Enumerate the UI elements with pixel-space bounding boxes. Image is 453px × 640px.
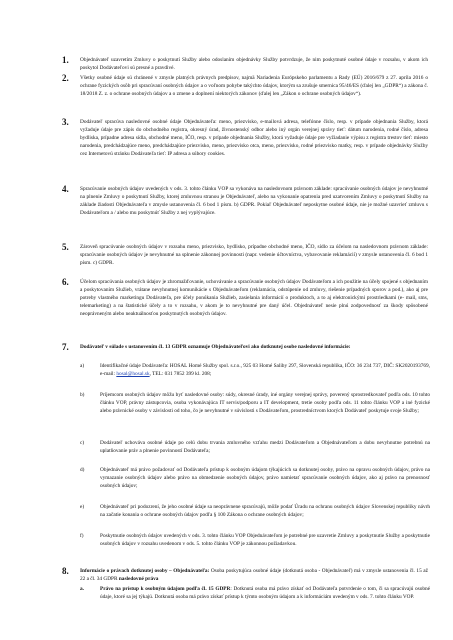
- subitem-text: Dodávateľ uchováva osobné údaje po celú dobu trvania zmluvného vzťahu medzi Dodávateľom a Objednávateľom a dobu nevyhnutne potrebnú na uplatňovanie práv a plnenie povinností Dodávateľa;: [100, 440, 430, 454]
- section-text: Účelom spracúvania osobných údajov je zhromažďovanie, uchovávanie a spracúvanie osobných údajov Dodávateľom a ich použitie na účely spojené s objednaním a poskytovaním Služieb, vrátane nevyhnutnej komunikácie s Objednávateľom (reklamácia, odstúpenie od zmluvy, riešenie prípadných sporov a pod.), ako aj pre potreby vlastného marketingu Dodávateľa, pre účely ponúkania Služieb, zasielania informácií o produktoch, a to aj elektronickými prostriedkami (e- mail, sms, telemarketing) a na štatistické účely a to v rozsahu, v akom je to nevyhnutné pre daný účel. Objednávateľ nesie plnú zodpovednosť za škody spôsobené neoprávneným alebo neaktuálnosťou poskytnutých osobných údajov.: [80, 279, 428, 317]
- section-number: 4.: [62, 184, 69, 194]
- section-text: Informácie o právach dotknutej osoby – Objednávateľa: Osoba poskytujúca osobné údaje (dotknutá osoba - Objednávateľ) má v zmysle ustanovenia čl. 15 až 22 a čl. 34 GDPR nasledovné práva: [80, 568, 428, 582]
- section-number: 2.: [62, 73, 69, 83]
- subitem-text: Príjemcom osobných údajov môžu byť nasledovné osoby: súdy, okresné úrady, iné orgány verejnej správy, poverený sprostredkovateľ podľa ods. 10 tohto článku VOP, právny zástupcovia, osoba vykonávajúca IT servis/podporu a IT development, tretie osoby podľa ods. 11 tohto článku VOP a iné fyzické alebo právnické osoby v závislosti od toho, čo je nevyhnutné v súvislosti s Dodávateľom, prostredníctvom ktorých Dodávateľ poskytuje svoje Služby;: [100, 392, 430, 414]
- section-number: 6.: [62, 277, 69, 287]
- subitem-letter: d): [80, 467, 85, 473]
- subitem-letter: b): [80, 392, 85, 398]
- subitem-text: Identifikačné údaje Dodávateľa: HOSAL Homé Služby spol. s.r.o., 925 03 Homé Saliby 297, Slovenská republika, IČO: 36 234 737, DIČ: SK2020193769, e-mail: hosal@hosal.sk, TEL: 031 7852 399 kl. 208;: [100, 363, 430, 377]
- subitem-text: Poskytnutie osobných údajov uvedených v ods. 3. tohto článku VOP Objednávateľom je potrebné pre uzavretie Zmluvy a poskytnutie Služby a poskytnutie osobných údajov v rozsahu uvedenom v ods. 5. tohto článku VOP je zákonnou požiadavkou.: [100, 533, 430, 547]
- subitem-letter: f): [80, 533, 84, 539]
- section-number: 1.: [62, 55, 69, 65]
- section-text: Dodávateľ spracúva nasledovné osobné údaje Objednávateľa: meno, priezvisko, e-mailová adresa, telefónne číslo, resp. v prípade objednania Služby, ktorá vyžaduje údaje pre zápis do obchodného registra, okresný úrad, živnostenský odbor alebo iný orgán verejnej správy tieť: dátum narodenia, rodné číslo, adresa bydliska, prípadne adresa sídla, obchodné meno, IČO, resp. v prípade objednania Služby, ktorá vyžaduje údaje pre vyžiadanie výpisu z registra trestov tieť: miesto narodenia, predchádzajúce meno, predchádzajúce priezvisko, meno, priezvisko otca, meno, priezvisko, rodné priezvisko matky, resp. v prípade objednávky Služby cez Internetovú stránku Dodávateľa tieť: IP adresa a súbory cookies.: [80, 119, 428, 157]
- subitem-letter: c): [80, 440, 85, 446]
- section-number: 5.: [62, 242, 69, 252]
- email-link[interactable]: hosal@hosal.sk: [116, 370, 150, 377]
- subitem-text: Objednávateľ má právo požadovať od Dodávateľa prístup k osobným údajom týkajúcich sa dotknutej osoby, právo na opravu osobných údajov, právo na vymazanie osobných údajov alebo právo na obmedzenie osobných údajov, právo namietať spracúvanie osobných údajov, ako aj právo na prenosnosť osobných údajov;: [100, 467, 430, 489]
- subitem-letter: e): [80, 504, 85, 510]
- section-heading: Dodávateľ v súlade s ustanovením čl. 13 GDPR oznamuje Objednávateľovi ako dotknutej osobe nasledovné informácie:: [80, 344, 351, 350]
- section-number: 8.: [62, 566, 69, 576]
- subitem-text: Právo na prístup k osobným údajom podľa čl. 15 GDPR: Dotknutá osoba má právo získať od Dodávateľa potvrdenie o tom, či sa spracúvajú osobné údaje, ktoré sa jej týkajú. Dotknutá osoba má právo získať prístup k týmto osobným údajom a k informáciám uvedeným v ods. 7. tohto článku VOP.: [100, 586, 431, 600]
- section-text: Všetky osobné údaje sú chránené v zmysle platných právnych predpisov, najmä Nariadenia Európskeho parlamentu a Rady (EÚ) 2016/679 z 27. apríla 2016 o ochrane fyzických osôb pri spracúvaní osobných údajov a o voľnom pohybe takýchto údajov, ktorým sa zrušuje smernica 95/46/ES (ďalej len „GDPR“) a zákona č. 18/2018 Z. z. o ochrane osobných údajov a o zmene a doplnení niektorých zákonov (ďalej len „Zákon o ochrane osobných údajov“).: [80, 75, 428, 97]
- section-number: 3.: [62, 117, 69, 127]
- section-text: Zároveň spracúvanie osobných údajov v rozsahu meno, priezvisko, bydlisko, prípadne obchodné meno, IČO, sídlo za účelom na nasledovnom právnom základe: spracúvanie osobných údajov je nevyhnutné na splnenie zákonnej povinnosti (napr. vedenie účtovníctva, vybavovanie reklamácií) v zmysle ustanovenia čl. 6 bod 1 písm. c) GDPR.: [80, 244, 428, 266]
- subitem-letter: a): [80, 363, 85, 369]
- subitem-letter: a.: [80, 586, 84, 592]
- section-text: Objednávateľ uzavretím Zmluvy o poskytnutí Služby alebo odoslaním objednávky Služby potvrdzuje, že nim poskytnuté osobné údaje v rozsahu, v akom ich poskytol Dodávateľovi sú presné a pravdivé.: [80, 57, 428, 71]
- section-text: Spracúvanie osobných údajov uvedených v ods. 3. tohto článku VOP sa vykonáva na nasledovnom právnom základe: spracúvanie osobných údajov je nevyhnutné na plnenie Zmluvy o poskytnutí Služby, ktorej zmluvnou stranou je Objednávateľ, alebo na vykonanie opatrenia pred uzatvorením Zmluvy o poskytnutí Služby na základe žiadosti Objednávateľa v zmysle ustanovenia čl. 6 bod 1 písm. b) GDPR. Pokiaľ Objednávateľ neposkytne osobné údaje, nie je možné uzavrieť zmluvu s Dodávateľom a / alebo mu poskytnúť Služby z nej vyplývajúce.: [80, 186, 428, 216]
- subitem-text: Objednávateľ pri podozrení, že jeho osobné údaje sa neoprávnene spracúvajú, môže podať Úradu na ochranu osobných údajov Slovenskej republiky návrh na začatie konania o ochrane osobných údajov podľa § 100 Zákona o ochrane osobných údajov;: [100, 504, 430, 518]
- section-number: 7.: [62, 342, 69, 352]
